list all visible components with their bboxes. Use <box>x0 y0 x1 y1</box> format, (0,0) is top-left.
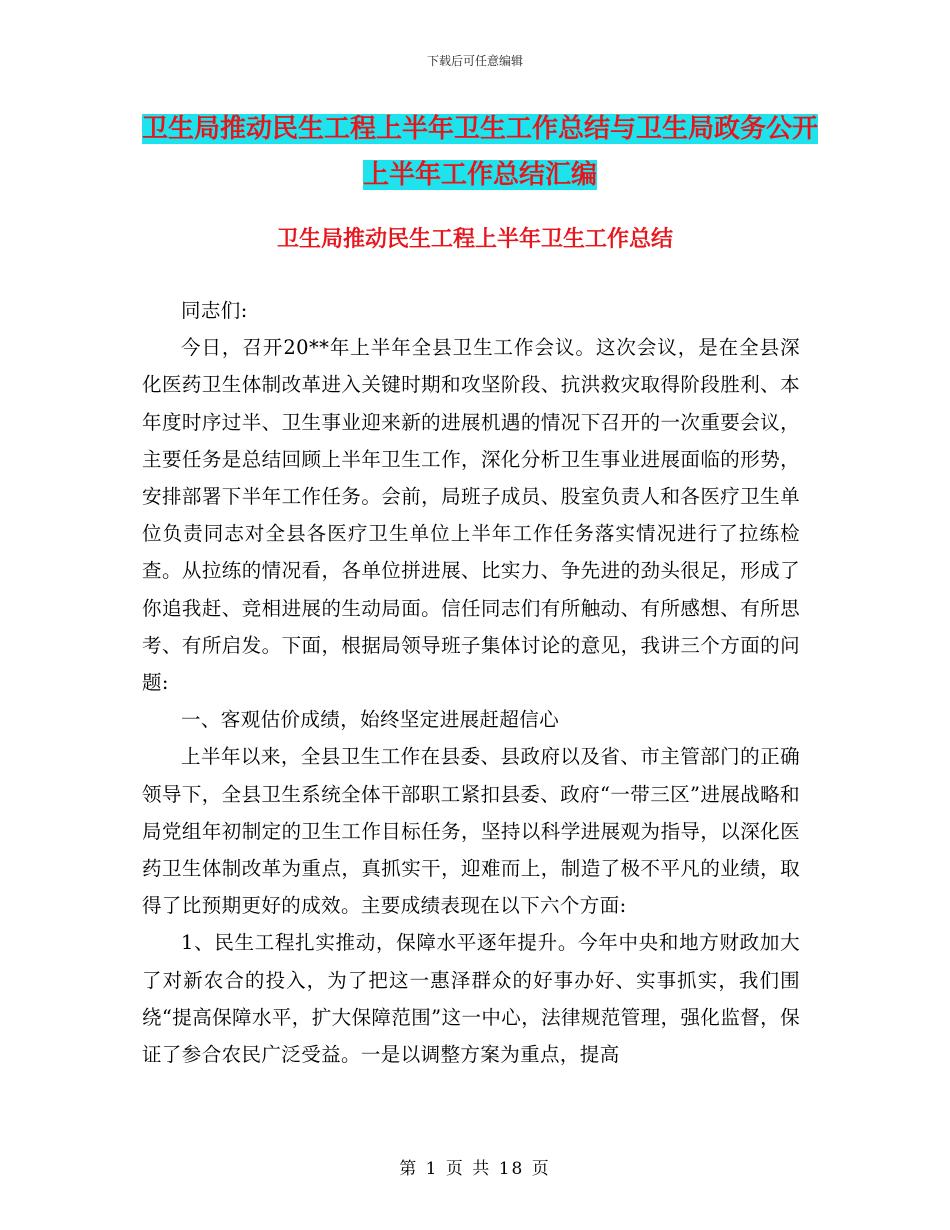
header-note: 下载后可任意编辑 <box>426 54 523 68</box>
paragraph-intro: 今日，召开20**年上半年全县卫生工作会议。这次会议，是在全县深化医药卫生体制改革进入关键时期和攻坚阶段、抗洪救灾取得阶段胜利、本年度时序过半、卫生事业迎来新的进展机遇的情况下召开的一次重要会议，主要任务是总结回顾上半年卫生工作，深化分析卫生事业进展面临的形势，安排部署下半年工作任务。会前，局班子成员、股室负责人和各医疗卫生单位负责同志对全县各医疗卫生单位上半年工作任务落实情况进行了拉练检查。从拉练的情况看，各单位拼进展、比实力、争先进的劲头很足，形成了你追我赶、竞相进展的生动局面。信任同志们有所触动、有所感想、有所思考、有所启发。下面，根据局领导班子集体讨论的意见，我讲三个方面的问题: <box>142 336 800 695</box>
paragraph-salutation: 同志们: <box>181 299 248 322</box>
paragraph-item-1: 1、民生工程扎实推动，保障水平逐年提升。今年中央和地方财政加大了对新农合的投入，为了把这一惠泽群众的好事办好、实事抓实，我们围绕“提高保障水平，扩大保障范围”这一中心，法律规范管理，强化监督，保证了参合农民广泛受益。一是以调整方案为重点，提高 <box>142 931 800 1067</box>
paragraph-heading-1: 一、客观估价成绩，始终坚定进展赶超信心 <box>181 708 560 732</box>
section-title: 卫生局推动民生工程上半年卫生工作总结 <box>276 227 673 252</box>
paragraph-achievements: 上半年以来，全县卫生工作在县委、县政府以及省、市主管部门的正确领导下，全县卫生系统全体干部职工紧扣县委、政府“一带三区”进展战略和局党组年初制定的卫生工作目标任务，坚持以科学进展观为指导，以深化医药卫生体制改革为重点，真抓实干，迎难而上，制造了极不平凡的业绩，取得了比预期更好的成效。主要成绩表现在以下六个方面: <box>142 745 800 918</box>
page-number: 第 1 页 共 18 页 <box>399 1159 551 1179</box>
document-body <box>142 292 800 1073</box>
document-title-text: 卫生局推动民生工程上半年卫生工作总结与卫生局政务公开上半年工作总结汇编 <box>141 114 818 190</box>
document-title <box>140 106 820 198</box>
